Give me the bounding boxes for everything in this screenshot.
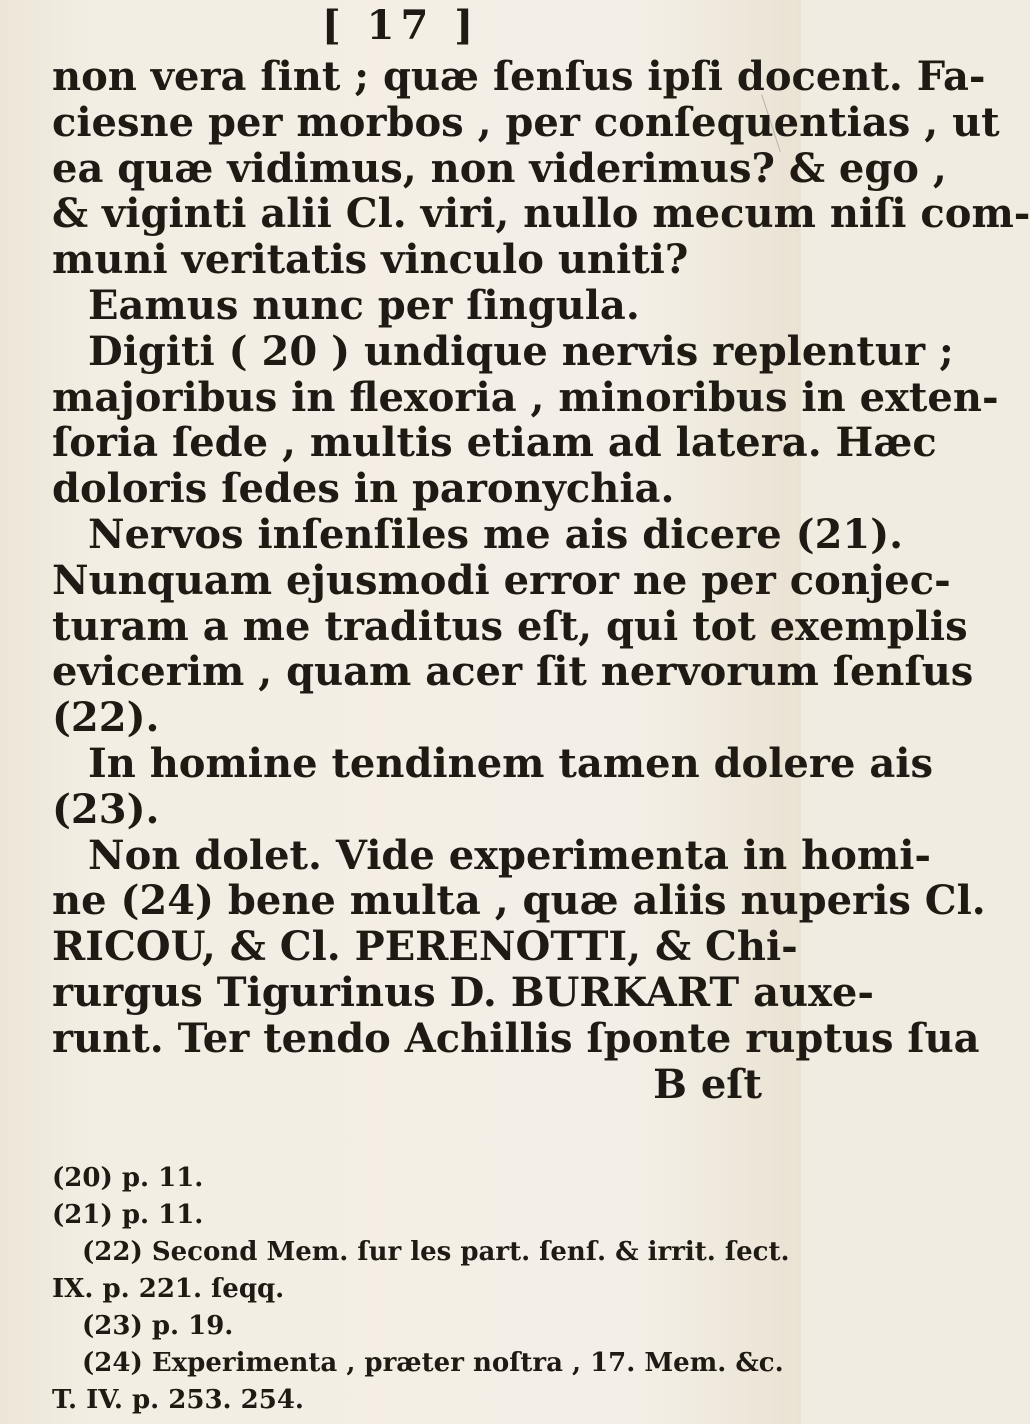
text-line: & viginti alii Cl. viri, nullo mecum niſi com- [52, 190, 1030, 238]
text-line: Non dolet. Vide experimenta in homi- [88, 831, 931, 879]
text-line: Eamus nunc per ſingula. [88, 281, 640, 329]
text-line: ciesne per morbos , per conſequentias , ut [52, 98, 1000, 146]
text-line: muni veritatis vinculo uniti? [52, 236, 689, 284]
footnote: (21) p. 11. [52, 1200, 204, 1230]
main-text-block [52, 53, 1030, 1108]
footnote: (20) p. 11. [52, 1163, 204, 1193]
footnote: (22) Second Mem. ſur les part. ſenſ. & irrit. ſect. [82, 1237, 790, 1267]
text-line: runt. Ter tendo Achillis ſponte ruptus ſua [52, 1014, 980, 1062]
footnote: (24) Experimenta , præter noſtra , 17. Mem. &c. [82, 1348, 784, 1378]
text-line: ſoria ſede , multis etiam ad latera. Hæc [52, 419, 937, 467]
text-line: Nunquam ejusmodi error ne per conjec- [52, 556, 951, 604]
page-number-header: [ 17 ] [321, 2, 480, 49]
text-line: (23). [52, 785, 160, 833]
footnote: (23) p. 19. [82, 1311, 234, 1341]
text-line: RICOU, & Cl. PERENOTTI, & Chi- [52, 923, 798, 971]
signature-line: B eſt [653, 1060, 762, 1108]
text-line: turam a me traditus eſt, qui tot exemplis [52, 602, 968, 650]
text-line: In homine tendinem tamen dolere ais [88, 739, 933, 787]
footnotes [52, 1160, 790, 1419]
text-line: rurgus Tigurinus D. BURKART auxe- [52, 968, 874, 1016]
text-line: Nervos inſenſiles me ais dicere (21). [88, 510, 904, 558]
text-line: ne (24) bene multa , quæ aliis nuperis Cl. [52, 877, 986, 925]
footnote: T. IV. p. 253. 254. [52, 1385, 304, 1415]
text-line: non vera ſint ; quæ ſenſus ipſi docent. Fa- [52, 53, 986, 100]
text-line: ea quæ vidimus, non viderimus? & ego , [52, 144, 947, 192]
text-line: Digiti ( 20 ) undique nervis replentur ; [88, 327, 954, 375]
text-line: evicerim , quam acer ſit nervorum ſenſus [52, 648, 974, 696]
text-line: majoribus in flexoria , minoribus in exten- [52, 373, 999, 421]
text-line: doloris ſedes in paronychia. [52, 465, 675, 513]
footnote: IX. p. 221. ſeqq. [52, 1274, 285, 1304]
text-line: (22). [52, 694, 160, 742]
